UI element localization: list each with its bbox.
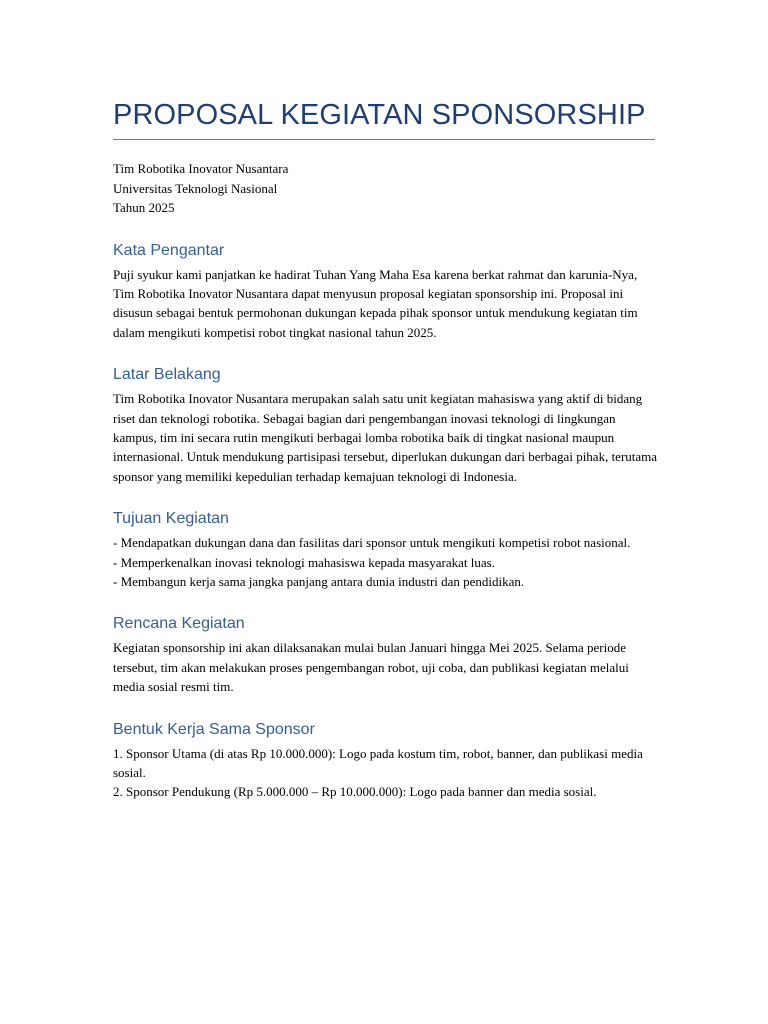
section-heading: Bentuk Kerja Sama Sponsor	[113, 720, 315, 738]
section-body: Kegiatan sponsorship ini akan dilaksanakan mulai bulan Januari hingga Mei 2025. Selama periode tersebut, tim akan melakukan proses pengembangan robot, uji coba, dan publikasi kegiatan melalui media sosial resmi tim.	[113, 640, 629, 695]
list-item: - Mendapatkan dukungan dana dan fasilitas dari sponsor untuk mengikuti kompetisi robot nasional.	[113, 535, 631, 551]
meta-year: Tahun 2025	[113, 200, 175, 215]
document-meta	[113, 159, 658, 218]
meta-university: Universitas Teknologi Nasional	[113, 180, 278, 196]
list-item: - Membangun kerja sama jangka panjang antara dunia industri dan pendidikan.	[113, 573, 525, 589]
list-item: - Memperkenalkan inovasi teknologi mahasiswa kepada masyarakat luas.	[113, 554, 495, 570]
title-divider	[113, 139, 655, 140]
section-heading: Tujuan Kegiatan	[113, 510, 229, 528]
section-list	[113, 533, 658, 591]
section-tujuan-kegiatan	[113, 509, 658, 591]
section-body: Puji syukur kami panjatkan ke hadirat Tuhan Yang Maha Esa karena berkat rahmat dan karunia-Nya, Tim Robotika Inovator Nusantara dapat menyusun proposal kegiatan sponsorship ini. Proposal ini disusun sebagai bentuk permohonan dukungan kepada pihak sponsor untuk mendukung kegiatan tim dalam mengikuti kompetisi robot tingkat nasional tahun 2025.	[113, 266, 638, 340]
section-kata-pengantar	[113, 241, 658, 343]
section-rencana-kegiatan	[113, 614, 658, 696]
page-title: PROPOSAL KEGIATAN SPONSORSHIP	[113, 99, 646, 131]
section-heading: Rencana Kegiatan	[113, 615, 245, 633]
section-heading: Latar Belakang	[113, 366, 221, 384]
document-page	[113, 96, 658, 802]
list-item: 1. Sponsor Utama (di atas Rp 10.000.000): Logo pada kostum tim, robot, banner, dan publikasi media sosial.	[113, 745, 643, 780]
list-item: 2. Sponsor Pendukung (Rp 5.000.000 – Rp 10.000.000): Logo pada banner dan media sosial.	[113, 784, 597, 800]
section-body: Tim Robotika Inovator Nusantara merupakan salah satu unit kegiatan mahasiswa yang aktif di bidang riset dan teknologi robotika. Sebagai bagian dari pengembangan inovasi teknologi di lingkungan kampus, tim ini secara rutin mengikuti berbagai lomba robotika baik di tingkat nasional maupun internasional. Untuk mendukung partisipasi tersebut, diperlukan dukungan dari berbagai pihak, terutama sponsor yang memiliki kepedulian terhadap kemajuan teknologi di Indonesia.	[113, 391, 658, 484]
section-list	[113, 744, 658, 802]
section-heading: Kata Pengantar	[113, 241, 225, 259]
section-latar-belakang	[113, 365, 658, 486]
meta-team: Tim Robotika Inovator Nusantara	[113, 161, 289, 176]
section-bentuk-kerja-sama	[113, 720, 658, 802]
